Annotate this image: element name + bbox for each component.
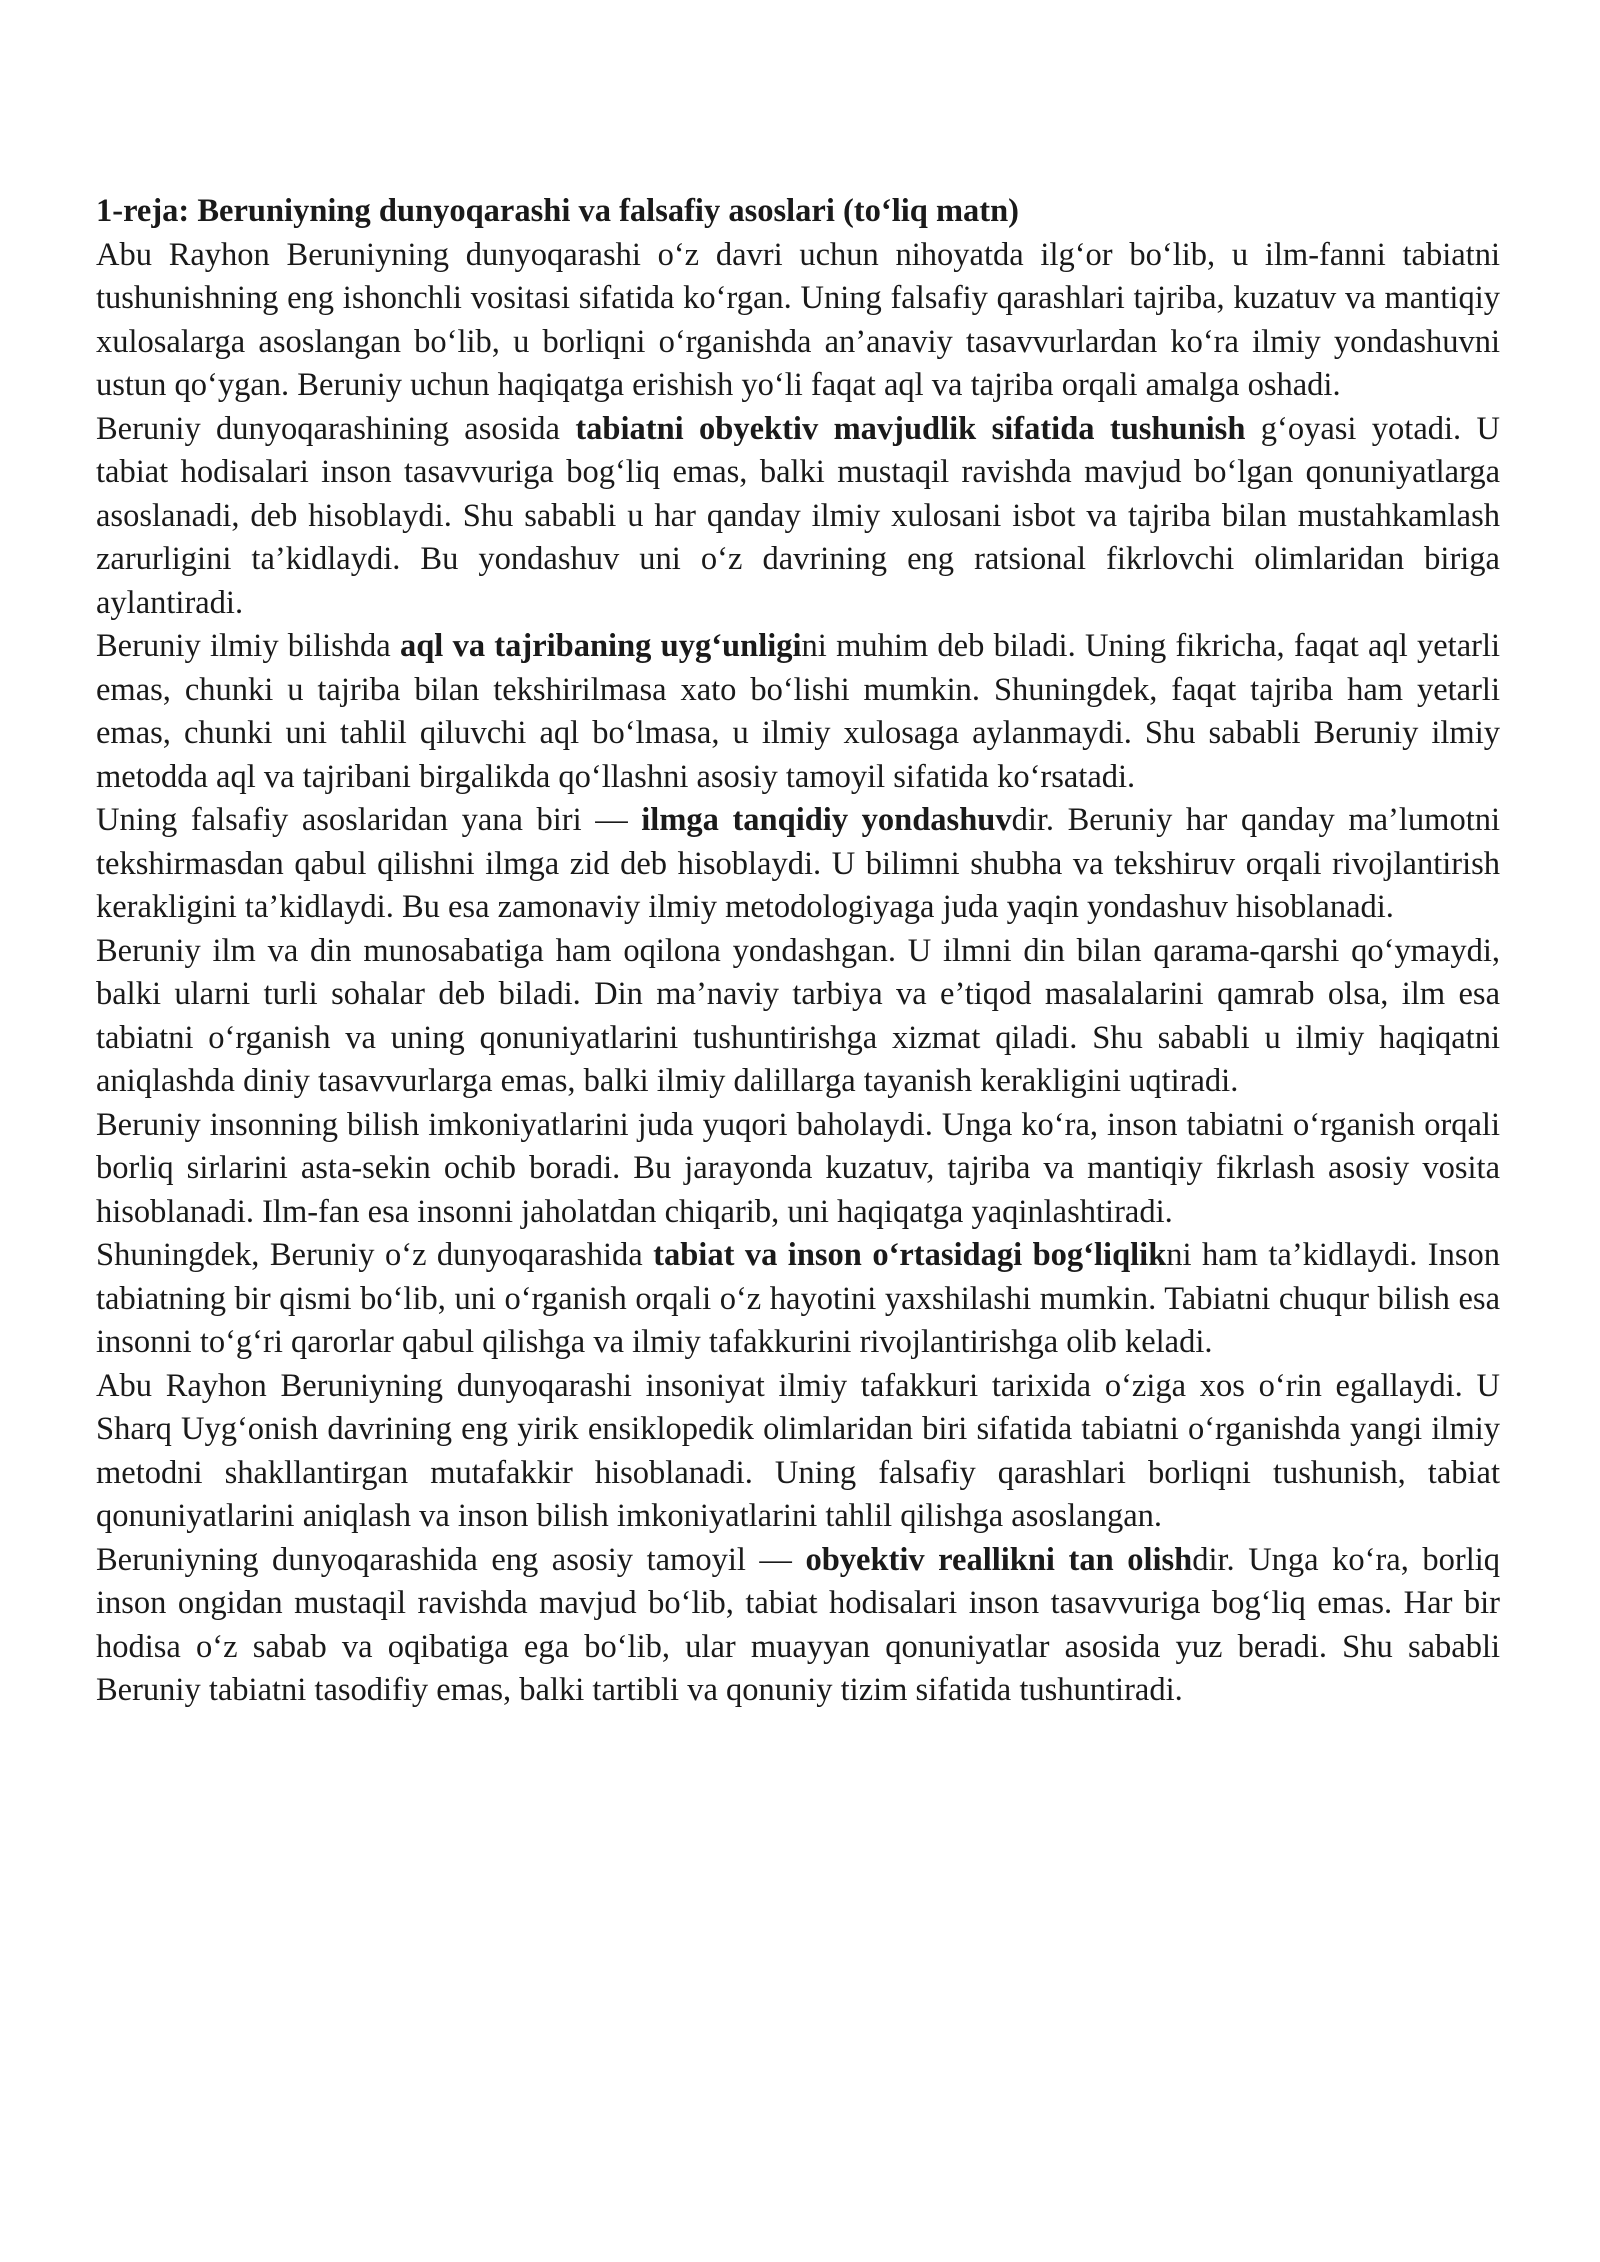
paragraph: [96, 1104, 1500, 1235]
paragraph: [96, 930, 1500, 1104]
paragraph-text: Abu Rayhon Beruniyning dunyoqarashi insoniyat ilmiy tafakkuri tarixida o‘ziga xos o‘rin egallaydi. U Sharq Uyg‘onish davrining eng yirik ensiklopedik olimlaridan biri sifatida tabiatni o‘rganishda yangi ilmiy metodni shakllantirgan mutafakkir hisoblanadi. Uning falsafiy qarashlari borliqni tushunish, tabiat qonuniyatlarini aniqlash va inson bilish imkoniyatlarini tahlil qilishga asoslangan.: [96, 1367, 1500, 1534]
paragraph-text: Beruniyning dunyoqarashida eng asosiy tamoyil —: [96, 1541, 806, 1578]
paragraph-text: Shuningdek, Beruniy o‘z dunyoqarashida: [96, 1237, 654, 1273]
paragraph-emphasis: obyektiv reallikni tan olish: [805, 1541, 1193, 1578]
document-page: [96, 190, 1500, 1713]
paragraph-emphasis: tabiat va inson o‘rtasidagi bog‘liqlik: [653, 1237, 1167, 1273]
paragraph-text: Beruniy ilm va din munosabatiga ham oqilona yondashgan. U ilmni din bilan qarama-qarshi qo‘ymaydi, balki ularni turli sohalar deb biladi. Din ma’naviy tarbiya va e’tiqod masalalarini qamrab olsa, ilm esa tabiatni o‘rganish va uning qonuniyatlarini tushuntirishga xizmat qiladi. Shu sababli u ilmiy haqiqatni aniqlashda diniy tasavvurlarga emas, balki ilmiy dalillarga tayanish kerakligini uqtiradi.: [96, 932, 1500, 1099]
document-body: [96, 234, 1500, 1713]
paragraph: [96, 1539, 1500, 1713]
paragraph-text: Uning falsafiy asoslaridan yana biri —: [96, 802, 642, 838]
paragraph-text: Beruniy ilmiy bilishda: [96, 628, 400, 664]
paragraph-text: Beruniy dunyoqarashining asosida: [96, 410, 576, 447]
paragraph-emphasis: tabiatni obyektiv mavjudlik sifatida tushunish: [575, 410, 1246, 447]
paragraph: [96, 1234, 1500, 1365]
paragraph-text-after: g‘oyasi yotadi. U tabiat hodisalari inson tasavvuriga bog‘liq emas, balki mustaqil ravishda mavjud bo‘lgan qonuniyatlarga asoslanadi, deb hisoblaydi. Shu sababli u har qanday ilmiy xulosani isbot va tajriba bilan mustahkamlash zarurligini ta’kidlaydi. Bu yondashuv uni o‘z davrining eng ratsional fikrlovchi olimlaridan biriga aylantiradi.: [96, 410, 1500, 621]
paragraph: [96, 234, 1500, 408]
paragraph-text-after: ni ham ta’kidlaydi. Inson tabiatning bir qismi bo‘lib, uni o‘rganish orqali o‘z hayotini yaxshilashi mumkin. Tabiatni chuqur bilish esa insonni to‘g‘ri qarorlar qabul qilishga va ilmiy tafakkurini rivojlantirishga olib keladi.: [96, 1237, 1500, 1360]
paragraph: [96, 408, 1500, 626]
paragraph: [96, 625, 1500, 799]
paragraph-text: Abu Rayhon Beruniyning dunyoqarashi o‘z davri uchun nihoyatda ilg‘or bo‘lib, u ilm-fanni tabiatni tushunishning eng ishonchli vositasi sifatida ko‘rgan. Uning falsafiy qarashlari tajriba, kuzatuv va mantiqiy xulosalarga asoslangan bo‘lib, u borliqni o‘rganishda an’anaviy tasavvurlardan ko‘ra ilmiy yondashuvni ustun qo‘ygan. Beruniy uchun haqiqatga erishish yo‘li faqat aql va tajriba orqali amalga oshadi.: [96, 236, 1500, 403]
document-heading: 1-reja: Beruniyning dunyoqarashi va falsafiy asoslari (to‘liq matn): [96, 193, 1019, 229]
paragraph-text-after: dir. Unga ko‘ra, borliq inson ongidan mustaqil ravishda mavjud bo‘lib, tabiat hodisalari inson tasavvuriga bog‘liq emas. Har bir hodisa o‘z sabab va oqibatiga ega bo‘lib, ular muayyan qonuniyatlar asosida yuz beradi. Shu sababli Beruniy tabiatni tasodifiy emas, balki tartibli va qonuniy tizim sifatida tushuntiradi.: [96, 1541, 1501, 1708]
paragraph-emphasis: aql va tajribaning uyg‘unligi: [399, 628, 802, 664]
paragraph-text: Beruniy insonning bilish imkoniyatlarini juda yuqori baholaydi. Unga ko‘ra, inson tabiatni o‘rganish orqali borliq sirlarini asta-sekin ochib boradi. Bu jarayonda kuzatuv, tajriba va mantiqiy fikrlash asosiy vosita hisoblanadi. Ilm-fan esa insonni jaholatdan chiqarib, uni haqiqatga yaqinlashtiradi.: [96, 1106, 1500, 1230]
paragraph-text-after: ni muhim deb biladi. Uning fikricha, faqat aql yetarli emas, chunki u tajriba bilan tekshirilmasa xato bo‘lishi mumkin. Shuningdek, faqat tajriba ham yetarli emas, chunki uni tahlil qiluvchi aql bo‘lmasa, u ilmiy xulosaga aylanmaydi. Shu sababli Beruniy ilmiy metodda aql va tajribani birgalikda qo‘llashni asosiy tamoyil sifatida ko‘rsatadi.: [96, 628, 1501, 795]
paragraph: [96, 1365, 1500, 1539]
paragraph: [96, 799, 1500, 930]
paragraph-text-after: dir. Beruniy har qanday ma’lumotni tekshirmasdan qabul qilishni ilmga zid deb hisoblaydi. U bilimni shubha va tekshiruv orqali rivojlantirish kerakligini ta’kidlaydi. Bu esa zamonaviy ilmiy metodologiyaga juda yaqin yondashuv hisoblanadi.: [96, 802, 1501, 925]
paragraph-emphasis: ilmga tanqidiy yondashuv: [641, 802, 1012, 838]
